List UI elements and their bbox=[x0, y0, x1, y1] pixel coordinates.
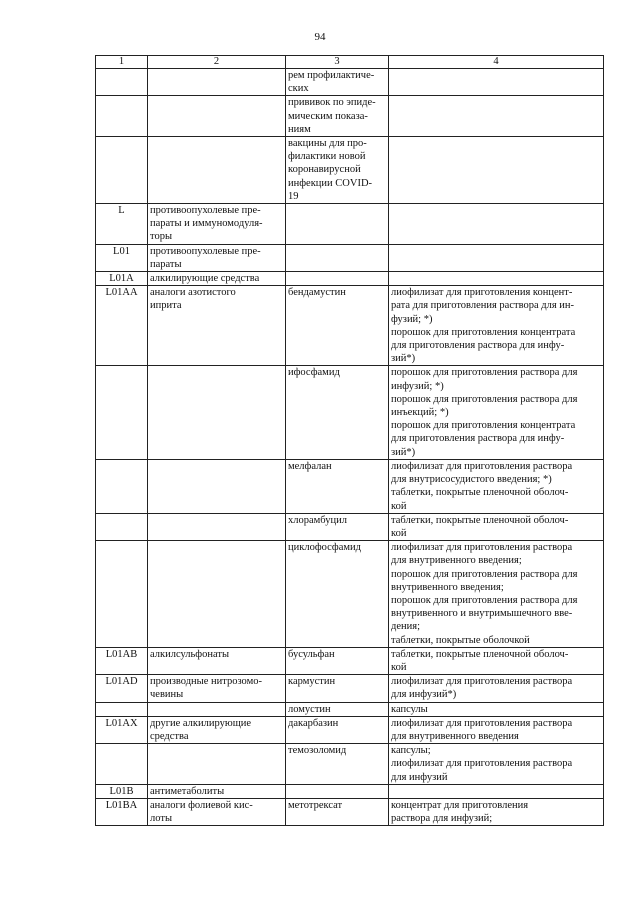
cell-text-line: L01AB bbox=[105, 648, 138, 660]
table-row bbox=[96, 366, 604, 459]
dosage-form-cell bbox=[389, 286, 604, 366]
cell-text-line: темозоломид bbox=[288, 745, 347, 757]
cell-text-line: бендамустин bbox=[288, 287, 346, 299]
group-name-cell bbox=[148, 244, 286, 271]
drug-name-cell bbox=[286, 784, 389, 798]
cell-text-line: ских bbox=[288, 83, 309, 95]
cell-text-line: антиметаболиты bbox=[150, 785, 225, 797]
cell-text-line: филактики новой bbox=[288, 151, 366, 163]
group-name-cell bbox=[148, 137, 286, 204]
cell-text-line: рем профилактиче- bbox=[288, 70, 375, 81]
table-row bbox=[96, 286, 604, 366]
table-row bbox=[96, 272, 604, 286]
cell-text-line: для внутривенного введения; bbox=[391, 555, 522, 567]
atc-code-cell bbox=[96, 244, 148, 271]
drug-name-cell bbox=[286, 702, 389, 716]
atc-code-cell bbox=[96, 784, 148, 798]
dosage-form-cell bbox=[389, 459, 604, 513]
group-name-cell bbox=[148, 541, 286, 648]
group-name-cell bbox=[148, 204, 286, 245]
cell-text-line: вакцины для про- bbox=[288, 138, 367, 150]
atc-code-cell bbox=[96, 744, 148, 785]
cell-text-line: лиофилизат для приготовления концент- bbox=[391, 287, 573, 299]
cell-text-line: порошок для приготовления концентрата bbox=[391, 420, 576, 432]
atc-code-cell bbox=[96, 513, 148, 540]
cell-text-line: противоопухолевые пре- bbox=[150, 205, 261, 217]
cell-text-line: L bbox=[118, 205, 125, 217]
atc-code-cell bbox=[96, 647, 148, 674]
cell-text-line: внутривенного и внутримышечного вве- bbox=[391, 608, 573, 620]
atc-code-cell bbox=[96, 459, 148, 513]
drug-name-cell bbox=[286, 459, 389, 513]
group-name-cell bbox=[148, 286, 286, 366]
cell-text-line: L01 bbox=[113, 245, 130, 257]
cell-text-line: параты bbox=[150, 258, 182, 270]
group-name-cell bbox=[148, 272, 286, 286]
cell-text-line: рата для приготовления раствора для ин- bbox=[391, 300, 575, 312]
cell-text-line: аналоги фолиевой кис- bbox=[150, 799, 253, 811]
cell-text-line: производные нитрозомо- bbox=[150, 676, 263, 688]
table-row bbox=[96, 716, 604, 743]
group-name-cell bbox=[148, 675, 286, 702]
column-header: 1 bbox=[96, 56, 148, 69]
drug-name-cell bbox=[286, 366, 389, 459]
cell-text-line: лоты bbox=[150, 813, 172, 825]
group-name-cell bbox=[148, 702, 286, 716]
dosage-form-cell bbox=[389, 784, 604, 798]
cell-text-line: мическим показа- bbox=[288, 110, 368, 122]
cell-text-line: для внутрисосудистого введения; *) bbox=[391, 474, 552, 486]
cell-text-line: метотрексат bbox=[288, 799, 343, 811]
cell-text-line: торы bbox=[150, 231, 173, 243]
cell-text-line: средства bbox=[150, 730, 189, 742]
drug-name-cell bbox=[286, 513, 389, 540]
cell-text-line: циклофосфамид bbox=[288, 542, 362, 554]
cell-text-line: для инфузий*) bbox=[391, 689, 457, 701]
cell-text-line: L01AA bbox=[105, 287, 138, 299]
cell-text-line: чевины bbox=[150, 689, 184, 701]
drug-name-cell bbox=[286, 69, 389, 96]
cell-text-line: ниям bbox=[288, 123, 311, 135]
cell-text-line: мелфалан bbox=[288, 460, 332, 472]
cell-text-line: аналоги азотистого bbox=[150, 287, 236, 299]
group-name-cell bbox=[148, 513, 286, 540]
dosage-form-cell bbox=[389, 744, 604, 785]
cell-text-line: порошок для приготовления раствора для bbox=[391, 367, 578, 379]
drug-table bbox=[95, 55, 604, 826]
cell-text-line: L01A bbox=[109, 273, 134, 285]
cell-text-line: коронавирусной bbox=[288, 164, 361, 176]
atc-code-cell bbox=[96, 798, 148, 825]
cell-text-line: другие алкилирующие bbox=[150, 717, 252, 729]
atc-code-cell bbox=[96, 286, 148, 366]
atc-code-cell bbox=[96, 675, 148, 702]
cell-text-line: 19 bbox=[288, 190, 299, 202]
dosage-form-cell bbox=[389, 513, 604, 540]
drug-name-cell bbox=[286, 541, 389, 648]
cell-text-line: порошок для приготовления раствора для bbox=[391, 393, 578, 405]
cell-text-line: инфекции COVID- bbox=[288, 177, 373, 189]
table-row bbox=[96, 204, 604, 245]
dosage-form-cell bbox=[389, 798, 604, 825]
cell-text-line: таблетки, покрытые оболочкой bbox=[391, 634, 530, 646]
cell-text-line: кармустин bbox=[288, 676, 336, 688]
cell-text-line: алкилсульфонаты bbox=[150, 648, 229, 660]
cell-text-line: зий*) bbox=[391, 446, 416, 458]
table-row bbox=[96, 69, 604, 96]
table-row bbox=[96, 541, 604, 648]
cell-text-line: лиофилизат для приготовления раствора bbox=[391, 717, 573, 729]
dosage-form-cell bbox=[389, 366, 604, 459]
cell-text-line: алкилирующие средства bbox=[150, 273, 260, 285]
cell-text-line: инъекций; *) bbox=[391, 407, 449, 419]
table-row bbox=[96, 744, 604, 785]
table-row bbox=[96, 459, 604, 513]
cell-text-line: кой bbox=[391, 527, 407, 539]
cell-text-line: для приготовления раствора для инфу- bbox=[391, 433, 565, 445]
group-name-cell bbox=[148, 744, 286, 785]
page-number: 94 bbox=[314, 31, 326, 43]
cell-text-line: L01BA bbox=[105, 799, 138, 811]
cell-text-line: лиофилизат для приготовления раствора bbox=[391, 758, 573, 770]
cell-text-line: для приготовления раствора для инфу- bbox=[391, 340, 565, 352]
dosage-form-cell bbox=[389, 716, 604, 743]
cell-text-line: дакарбазин bbox=[288, 717, 339, 729]
cell-text-line: для внутривенного введения bbox=[391, 730, 519, 742]
cell-text-line: лиофилизат для приготовления раствора bbox=[391, 542, 573, 554]
dosage-form-cell bbox=[389, 244, 604, 271]
cell-text-line: L01B bbox=[109, 785, 134, 797]
drug-name-cell bbox=[286, 675, 389, 702]
cell-text-line: противоопухолевые пре- bbox=[150, 245, 261, 257]
cell-text-line: бусульфан bbox=[288, 648, 335, 660]
drug-name-cell bbox=[286, 716, 389, 743]
atc-code-cell bbox=[96, 272, 148, 286]
cell-text-line: параты и иммуномодуля- bbox=[150, 218, 263, 230]
group-name-cell bbox=[148, 647, 286, 674]
table-row bbox=[96, 784, 604, 798]
table-row bbox=[96, 675, 604, 702]
group-name-cell bbox=[148, 96, 286, 137]
cell-text-line: иприта bbox=[150, 300, 182, 312]
cell-text-line: концентрат для приготовления bbox=[391, 799, 529, 811]
cell-text-line: лиофилизат для приготовления раствора bbox=[391, 460, 573, 472]
cell-text-line: порошок для приготовления раствора для bbox=[391, 568, 578, 580]
column-header: 4 bbox=[389, 56, 604, 69]
group-name-cell bbox=[148, 459, 286, 513]
drug-name-cell bbox=[286, 647, 389, 674]
column-header: 2 bbox=[148, 56, 286, 69]
drug-name-cell bbox=[286, 286, 389, 366]
group-name-cell bbox=[148, 366, 286, 459]
dosage-form-cell bbox=[389, 69, 604, 96]
group-name-cell bbox=[148, 69, 286, 96]
table-body bbox=[96, 69, 604, 826]
dosage-form-cell bbox=[389, 702, 604, 716]
cell-text-line: внутривенного введения; bbox=[391, 581, 504, 593]
column-header: 3 bbox=[286, 56, 389, 69]
dosage-form-cell bbox=[389, 272, 604, 286]
cell-text-line: таблетки, покрытые пленочной оболоч- bbox=[391, 514, 569, 526]
atc-code-cell bbox=[96, 69, 148, 96]
cell-text-line: хлорамбуцил bbox=[288, 514, 347, 526]
group-name-cell bbox=[148, 716, 286, 743]
table-row bbox=[96, 244, 604, 271]
cell-text-line: порошок для приготовления раствора для bbox=[391, 594, 578, 606]
dosage-form-cell bbox=[389, 675, 604, 702]
atc-code-cell bbox=[96, 96, 148, 137]
drug-name-cell bbox=[286, 244, 389, 271]
atc-code-cell bbox=[96, 204, 148, 245]
cell-text-line: ломустин bbox=[288, 703, 331, 715]
cell-text-line: раствора для инфузий; bbox=[391, 813, 493, 825]
cell-text-line: дения; bbox=[391, 621, 420, 633]
cell-text-line: таблетки, покрытые пленочной оболоч- bbox=[391, 648, 569, 660]
atc-code-cell bbox=[96, 137, 148, 204]
atc-code-cell bbox=[96, 541, 148, 648]
cell-text-line: порошок для приготовления концентрата bbox=[391, 326, 576, 338]
cell-text-line: кой bbox=[391, 500, 407, 512]
cell-text-line: инфузий; *) bbox=[391, 380, 444, 392]
dosage-form-cell bbox=[389, 541, 604, 648]
drug-name-cell bbox=[286, 272, 389, 286]
group-name-cell bbox=[148, 784, 286, 798]
column-header-row bbox=[96, 56, 604, 69]
atc-code-cell bbox=[96, 366, 148, 459]
cell-text-line: зий*) bbox=[391, 353, 416, 365]
dosage-form-cell bbox=[389, 137, 604, 204]
drug-name-cell bbox=[286, 204, 389, 245]
cell-text-line: фузий; *) bbox=[391, 313, 433, 325]
table-row bbox=[96, 798, 604, 825]
drug-name-cell bbox=[286, 744, 389, 785]
cell-text-line: для инфузий bbox=[391, 771, 448, 783]
cell-text-line: лиофилизат для приготовления раствора bbox=[391, 676, 573, 688]
dosage-form-cell bbox=[389, 204, 604, 245]
cell-text-line: кой bbox=[391, 661, 407, 673]
table-row bbox=[96, 647, 604, 674]
table-row bbox=[96, 96, 604, 137]
drug-name-cell bbox=[286, 137, 389, 204]
table-row bbox=[96, 513, 604, 540]
cell-text-line: L01AD bbox=[105, 676, 138, 688]
cell-text-line: таблетки, покрытые пленочной оболоч- bbox=[391, 487, 569, 499]
table-row bbox=[96, 137, 604, 204]
cell-text-line: капсулы bbox=[391, 703, 428, 715]
cell-text-line: капсулы; bbox=[391, 745, 431, 757]
atc-code-cell bbox=[96, 716, 148, 743]
dosage-form-cell bbox=[389, 96, 604, 137]
table-row bbox=[96, 702, 604, 716]
drug-name-cell bbox=[286, 96, 389, 137]
drug-name-cell bbox=[286, 798, 389, 825]
cell-text-line: прививок по эпиде- bbox=[288, 97, 376, 109]
atc-code-cell bbox=[96, 702, 148, 716]
cell-text-line: L01AX bbox=[105, 717, 138, 729]
dosage-form-cell bbox=[389, 647, 604, 674]
group-name-cell bbox=[148, 798, 286, 825]
cell-text-line: ифосфамид bbox=[288, 367, 340, 379]
